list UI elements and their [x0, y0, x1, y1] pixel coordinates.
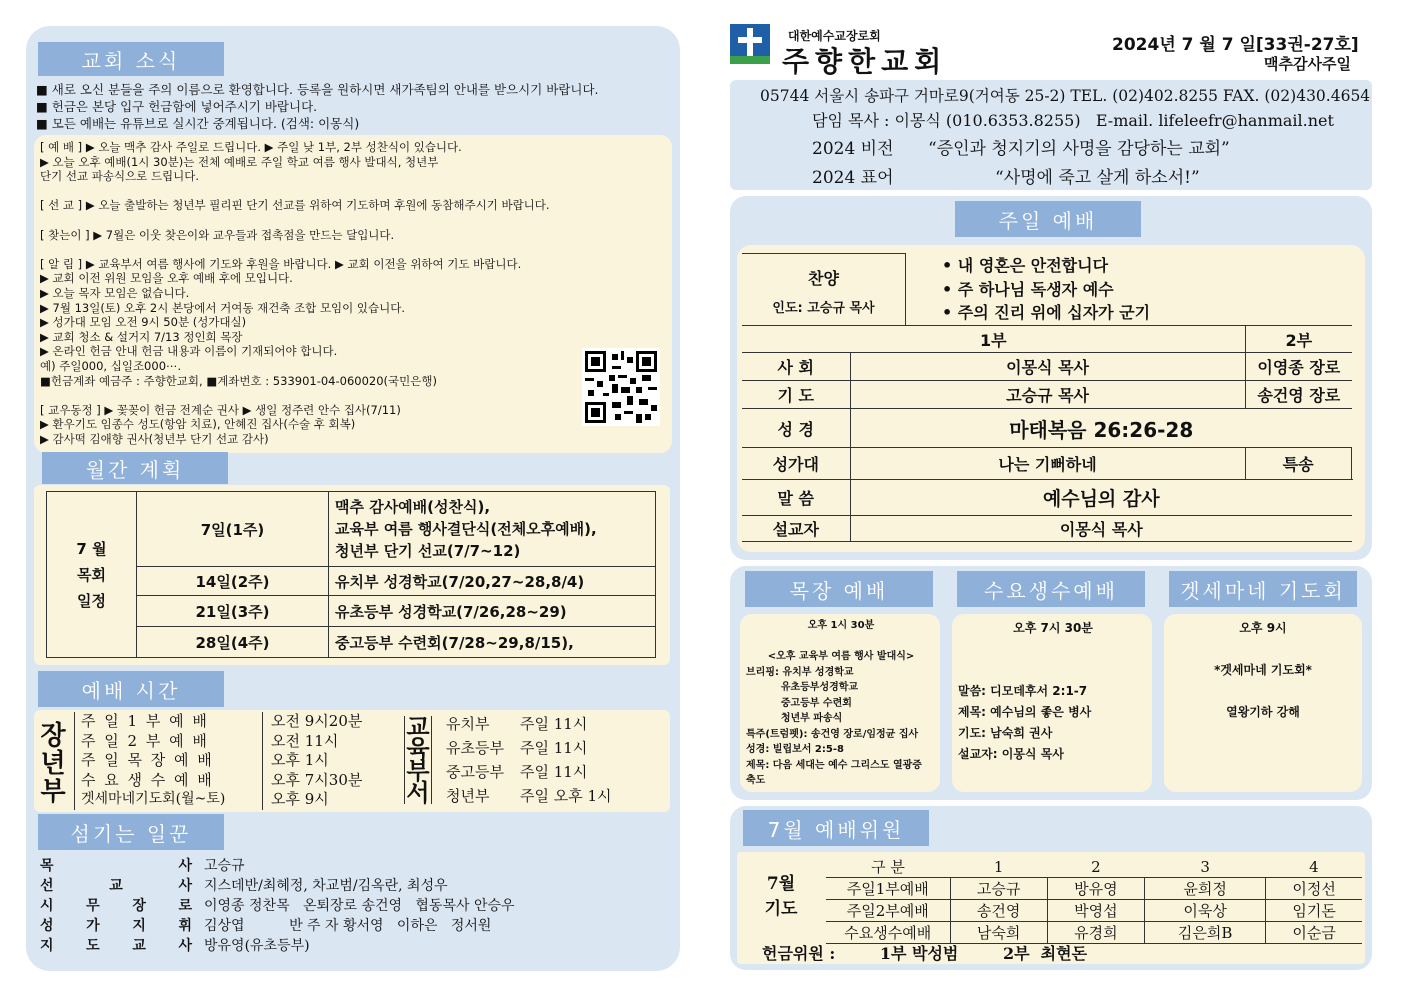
schedule-time: 오후 9시: [271, 790, 329, 808]
row-label: 성 경: [742, 409, 850, 448]
mokjang-line: 제목: 다음 세대는 예수 그리스도 열광증: [746, 759, 922, 771]
notice-line: [ 교우동정 ] ▶ 꽃꽂이 헌금 전계순 권사 ▶ 생일 정주련 안수 집사(7/11): [40, 402, 401, 417]
part-header: 1부: [742, 326, 1245, 353]
staff-row: [40, 896, 660, 916]
sunday-worship-header: [955, 201, 1141, 237]
hymn-label: 찬양: [808, 269, 839, 288]
mokjang-line: 청년부 파송식: [746, 713, 843, 724]
schedule-time: 주일 11시: [520, 715, 588, 733]
service-time-header: [38, 671, 224, 707]
wed-line: [958, 639, 1148, 660]
duty-col-header: 1: [950, 856, 1047, 878]
mokjang-line: 유초등부성경학교: [746, 682, 859, 693]
news-line: ■ 헌금은 본당 입구 헌금함에 넣어주시기 바랍니다.: [36, 99, 318, 114]
notice-line: [ 선 교 ] ▶ 오늘 출발하는 청년부 필리핀 단기 선교를 위하여 기도하며 후원에 동참해주시기 바랍니다.: [40, 198, 550, 213]
schedule-name: 유초등부: [446, 739, 504, 757]
special-song: [1351, 448, 1352, 480]
schedule-name: 주 일 2 부 예 배: [81, 732, 263, 752]
adult-label: 장년부: [40, 721, 66, 807]
prayer-1: 고승규 목사: [850, 381, 1245, 409]
hymn-cell: [742, 253, 906, 325]
notice-line: [ 알 림 ] ▶ 교육부서 여름 행사에 기도와 후원을 바랍니다. ▶ 교회 이전을 위하여 기도 바랍니다.: [40, 256, 522, 271]
row-label: 기 도: [742, 381, 850, 409]
schedule-time: 오후 7시30분: [271, 770, 363, 789]
notice-line: ▶ 환우기도 임종수 성도(항암 치료), 안혜진 집사(수술 후 회복): [40, 417, 356, 432]
wed-content: [958, 618, 1148, 765]
wed-line: 제목: 예수님의 좋은 병사: [958, 705, 1092, 719]
sunday-worship-title: 주일 예배: [998, 208, 1098, 233]
notice-line: 예) 주일000, 십일조000⋯.: [40, 358, 182, 373]
monthly-plan-title: 월간 계획: [85, 457, 185, 482]
staff-role: 선 교 사: [40, 878, 192, 894]
host-1: 이몽식 목사: [850, 353, 1245, 381]
part-header: 2부: [1245, 326, 1352, 353]
geth-line: [1168, 639, 1358, 660]
prayer-2: 송건영 장로: [1245, 381, 1352, 409]
hymn-item: • 내 영혼은 안전합니다: [942, 256, 1109, 275]
duty-title: 7월 예배위원: [767, 817, 905, 842]
duty-cell: 남숙희: [950, 922, 1047, 944]
staff-names: 방유영(유초등부): [204, 938, 310, 954]
mokjang-header: [745, 571, 933, 607]
staff-role: 시 무 장 로: [40, 898, 192, 914]
preacher: 이몽식 목사: [850, 516, 1352, 542]
service-time-title: 예배 시간: [81, 678, 181, 703]
monthly-plan-table: [46, 491, 656, 658]
staff-row: [40, 936, 660, 956]
wed-line: [958, 660, 1148, 681]
choir-song: 나는 기뻐하네: [850, 448, 1245, 480]
sermon-title: 예수님의 감사: [850, 480, 1352, 516]
schedule-row: [81, 732, 393, 752]
schedule-name: 중고등부: [446, 763, 504, 781]
church-address: 05744 서울시 송파구 거마로9(거여동 25-2) TEL. (02)402.8255 FAX. (02)430.4654: [760, 87, 1371, 105]
event-cell: 유치부 성경학교(7/20,27~28,8/4): [329, 567, 656, 596]
duty-cell: 방유영: [1047, 878, 1144, 900]
staff-role: 성 가 지 휘: [40, 918, 192, 934]
monthly-label-line: 목회: [77, 565, 106, 584]
mokjang-line: 브리핑: 유치부 성경학교: [746, 666, 854, 678]
geth-line: 오후 9시: [1239, 621, 1287, 635]
wed-line: 설교자: 이몽식 목사: [958, 747, 1064, 761]
mokjang-line: 축도: [746, 775, 766, 786]
schedule-row: [446, 784, 612, 808]
notice-line: [40, 213, 580, 228]
motto-text: “사명에 죽고 살게 하소서!”: [995, 168, 1200, 188]
duty-row-label: 수요생수예배: [826, 922, 950, 944]
notice-line: ▶ 성가대 모임 오전 9시 50분 (성가대실): [40, 315, 247, 330]
wed-title: 수요생수예배: [984, 578, 1118, 603]
vision-text: “증인과 청지기의 사명을 감당하는 교회”: [928, 139, 1230, 159]
edu-schedule: [446, 712, 612, 808]
wed-line: 기도: 남숙희 권사: [958, 726, 1053, 740]
mokjang-line: <오후 교육부 여름 행사 발대식>: [767, 651, 915, 662]
week-cell: 14일(2주): [137, 567, 329, 596]
staff-names: 지스데반/최혜정, 차교범/김옥란, 최성우: [204, 878, 448, 894]
week-cell: 28일(4주): [137, 627, 329, 658]
row-label: 설교자: [742, 516, 850, 542]
staff-names: 이영종 정찬목 온퇴장로 송건영 협동목사 안승우: [204, 898, 515, 914]
staff-title: 섬기는 일꾼: [70, 821, 192, 846]
mokjang-line: 성경: 빌립보서 2:5-8: [746, 744, 844, 755]
schedule-row: [81, 751, 393, 771]
notice-line: [40, 242, 580, 257]
notice-line: ▶ 오늘 목자 모임은 없습니다.: [40, 285, 190, 300]
schedule-name: 청년부: [446, 787, 490, 805]
hymn-list: [942, 254, 1150, 325]
vision-label: 2024 비전: [812, 139, 894, 159]
notice-line: [ 예 배 ] ▶ 오늘 맥추 감사 주일로 드립니다. ▶ 주일 낮 1부, 2부 성찬식이 있습니다.: [40, 140, 462, 154]
notice-line: ■헌금계좌 예금주 : 주향한교회, ■계좌번호 : 533901-04-060020(국민은행): [40, 373, 437, 388]
schedule-time: 주일 11시: [520, 739, 588, 757]
geth-content: [1168, 618, 1358, 723]
duty-row-label: 주일2부예배: [826, 900, 950, 922]
hymn-item: • 주 하나님 독생자 예수: [942, 279, 1114, 299]
scripture: 마태복음 26:26-28: [850, 409, 1352, 448]
duty-cell: 윤희정: [1145, 878, 1266, 900]
denomination: 대한예수교장로회: [788, 29, 881, 43]
duty-cell: 유경희: [1047, 922, 1144, 944]
mokjang-line: 오후 1시 30분: [807, 620, 875, 631]
adult-schedule: [74, 712, 393, 810]
church-logo-icon: [730, 24, 770, 64]
duty-label-line: 7월: [766, 874, 796, 894]
duty-cell: 이욱상: [1145, 900, 1266, 922]
duty-row-label: 주일1부예배: [826, 878, 950, 900]
notice-line: ▶ 교회 청소 & 설거지 7/13 정인희 목장: [40, 329, 243, 344]
notice-line: [40, 388, 580, 403]
notice-line: [40, 184, 580, 199]
schedule-row: [446, 712, 612, 736]
schedule-row: [81, 771, 393, 791]
geth-header: [1169, 571, 1357, 607]
schedule-time: 주일 오후 1시: [520, 787, 612, 805]
schedule-time: 주일 11시: [520, 763, 588, 781]
mokjang-content: [746, 618, 936, 789]
duty-col-header: 3: [1145, 856, 1266, 878]
qr-code-icon[interactable]: [582, 348, 660, 426]
schedule-time: 오전 9시20분: [271, 712, 363, 730]
worship-table: [742, 325, 1352, 542]
schedule-row: [446, 760, 612, 784]
event-cell: 중고등부 수련회(7/28~29,8/15),: [329, 627, 656, 658]
staff-names: 고승규: [204, 858, 245, 874]
duty-table: [826, 856, 1362, 944]
duty-label: [748, 872, 814, 922]
news-line: ■ 새로 오신 분들을 주의 이름으로 환영합니다. 등록을 원하시면 새가족팀의 안내를 받으시기 바랍니다.: [36, 82, 599, 97]
hymn-leader: 인도: 고승규 목사: [772, 301, 875, 316]
sunday-name: 맥추감사주일: [1264, 55, 1351, 73]
duty-cell: 박영섭: [1047, 900, 1144, 922]
edu-label: 교육부서: [404, 716, 432, 804]
mokjang-title: 목장 예배: [789, 578, 889, 603]
staff-row: [40, 916, 660, 936]
notice-line: 단기 선교 파송식으로 드립니다.: [40, 169, 200, 184]
event-cell: 맥추 감사예배(성찬식), 교육부 여름 행사결단식(전체오후예배), 청년부 단기 선교(7/7~12): [329, 492, 656, 567]
schedule-name: 주 일 목 장 예 배: [81, 751, 263, 771]
geth-line: 열왕기하 강해: [1226, 705, 1300, 719]
offering-committee: 헌금위원 : 1부 박성범 2부 최현돈: [762, 944, 1088, 963]
schedule-row: [446, 736, 612, 760]
mokjang-line: 특주(트럼펫): 송건영 장로/임정균 집사: [746, 728, 919, 740]
special-label: 특송: [1245, 448, 1351, 480]
staff-role: 목 사: [40, 858, 192, 874]
notice-line: ▶ 교회 이전 위원 모임을 오후 예배 후에 모입니다.: [40, 271, 293, 286]
staff-names: 김상엽 반 주 자 황서영 이하은 정서원: [204, 918, 492, 934]
duty-label-line: 기도: [764, 899, 798, 919]
wed-line: 말씀: 디모데후서 2:1-7: [958, 684, 1088, 698]
row-label: 성가대: [742, 448, 850, 480]
schedule-row: [81, 712, 393, 732]
duty-cell: 임기돈: [1266, 900, 1362, 922]
notice-line: ▶ 온라인 헌금 안내 헌금 내용과 이름이 기재되어야 합니다.: [40, 344, 338, 359]
mokjang-line: 중고등부 수련회: [746, 697, 852, 709]
wed-header: [957, 571, 1145, 607]
news-list: [36, 81, 676, 132]
monthly-label-line: 일정: [77, 591, 106, 610]
news-line: ■ 모든 예배는 유튜브로 실시간 중계됩니다. (검색: 이몽식): [36, 116, 360, 131]
bulletin-date: 2024년 7 월 7 일[33권-27호]: [1112, 35, 1359, 55]
staff-header: [38, 814, 224, 850]
hymn-item: • 주의 진리 위에 십자가 군기: [942, 303, 1151, 322]
schedule-name: 주 일 1 부 예 배: [81, 712, 263, 732]
staff-role: 지 도 교 사: [40, 938, 192, 954]
staff-row: [40, 856, 660, 876]
mokjang-line: [746, 634, 936, 650]
staff-list: [40, 856, 660, 956]
duty-col-header: 2: [1047, 856, 1144, 878]
staff-row: [40, 876, 660, 896]
notice-line: ▶ 7월 13일(토) 오후 2시 본당에서 거여동 재건축 조합 모임이 있습니다.: [40, 300, 406, 315]
duty-cell: 이정선: [1266, 878, 1362, 900]
duty-cell: 송건영: [950, 900, 1047, 922]
duty-cell: 고승규: [950, 878, 1047, 900]
duty-cell: 이순금: [1266, 922, 1362, 944]
notice-list: [40, 140, 580, 446]
monthly-plan-header: [42, 452, 228, 484]
row-label: 사 회: [742, 353, 850, 381]
week-cell: 21일(3주): [137, 596, 329, 627]
schedule-time: 오전 11시: [271, 731, 339, 750]
duty-col-header: 구 분: [826, 856, 950, 878]
church-news-title: 교회 소식: [81, 48, 181, 73]
wed-line: 오후 7시 30분: [1013, 621, 1093, 635]
geth-line: *겟세마네 기도회*: [1214, 663, 1312, 677]
schedule-row: [81, 790, 393, 810]
event-cell: 유초등부 성경학교(7/26,28~29): [329, 596, 656, 627]
week-cell: 7일(1주): [137, 492, 329, 567]
duty-header: [743, 810, 929, 846]
duty-cell: 김은희B: [1145, 922, 1266, 944]
schedule-time: 오후 1시: [271, 751, 329, 769]
host-2: 이영종 장로: [1245, 353, 1352, 381]
schedule-name: 겟세마네기도회(월~토): [81, 790, 263, 810]
geth-title: 겟세마네 기도회: [1180, 578, 1346, 603]
monthly-label-line: 7 월: [76, 539, 107, 558]
duty-col-header: 4: [1266, 856, 1362, 878]
notice-line: [ 찾는이 ] ▶ 7월은 이웃 찾은이와 교우들과 접촉점을 만드는 달입니다.: [40, 227, 395, 242]
pastor-info: 담임 목사 : 이몽식 (010.6353.8255) E-mail. lifeleefr@hanmail.net: [812, 111, 1334, 130]
notice-line: ▶ 오늘 오후 예배(1시 30분)는 전체 예배로 주일 학교 여름 행사 발대식, 청년부: [40, 154, 439, 169]
church-news-header: [38, 42, 224, 76]
motto-label: 2024 표어: [812, 168, 894, 188]
schedule-name: 수 요 생 수 예 배: [81, 771, 263, 791]
row-label: 말 씀: [742, 480, 850, 516]
church-name: 주향한교회: [782, 45, 948, 78]
schedule-name: 유치부: [446, 715, 490, 733]
geth-line: [1168, 681, 1358, 702]
monthly-label: [47, 492, 137, 658]
notice-line: ▶ 감사떡 김애향 권사(청년부 단기 선교 감사): [40, 431, 269, 446]
